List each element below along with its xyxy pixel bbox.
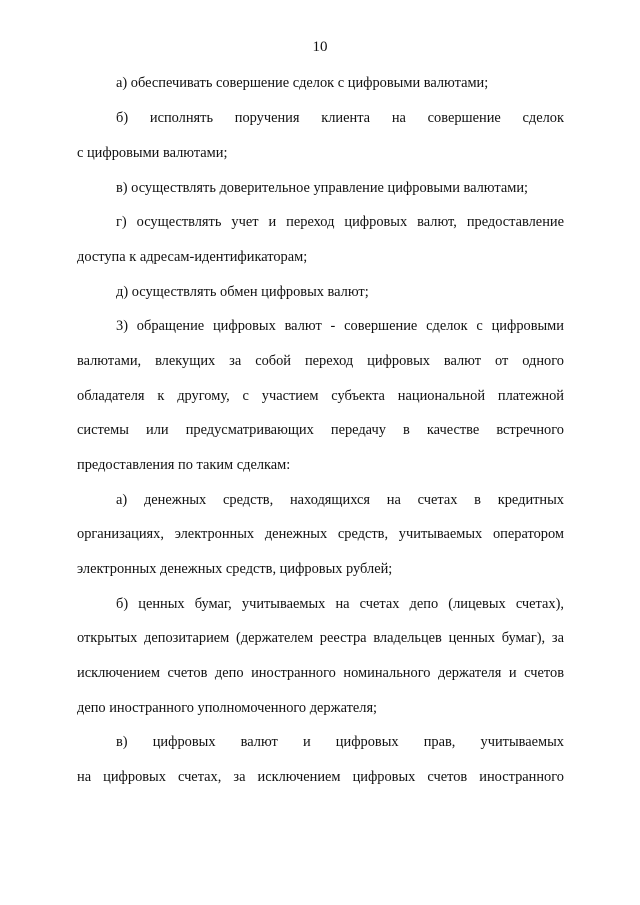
text-line-g-cont: доступа к адресам-идентификаторам; [77, 249, 308, 265]
text-line-v-digital-cont: на цифровых счетах, за исключением цифровых счетов иностранного [77, 769, 564, 785]
text-line-a-funds: а) денежных средств, находящихся на счетах в кредитных [116, 492, 564, 508]
text-line-b-securities: б) ценных бумаг, учитываемых на счетах депо (лицевых счетах), [116, 596, 564, 612]
text-line-a-funds-cont-2: электронных денежных средств, цифровых рублей; [77, 561, 393, 577]
text-line-b-execute: б) исполнять поручения клиента на совершение сделок [116, 110, 564, 126]
text-line-g-record: г) осуществлять учет и переход цифровых валют, предоставление [116, 214, 564, 230]
text-line-a-ensure: а) обеспечивать совершение сделок с цифровыми валютами; [116, 75, 489, 91]
text-line-v-trust: в) осуществлять доверительное управление цифровыми валютами; [116, 180, 529, 196]
text-line-b-cont: с цифровыми валютами; [77, 145, 228, 161]
text-line-b-securities-cont-3: депо иностранного уполномоченного держателя; [77, 700, 378, 716]
text-line-a-funds-cont-1: организациях, электронных денежных средств, учитываемых оператором [77, 526, 564, 542]
text-line-d-exchange: д) осуществлять обмен цифровых валют; [116, 284, 369, 300]
text-line-b-securities-cont-1: открытых депозитарием (держателем реестра владельцев ценных бумаг), за [77, 630, 564, 646]
text-line-3-cont-3: системы или предусматривающих передачу в качестве встречного [77, 422, 564, 438]
text-line-b-securities-cont-2: исключением счетов депо иностранного номинального держателя и счетов [77, 665, 564, 681]
text-line-v-digital: в) цифровых валют и цифровых прав, учитываемых [116, 734, 564, 750]
text-line-3-circulation: 3) обращение цифровых валют - совершение сделок с цифровыми [116, 318, 564, 334]
text-line-3-cont-1: валютами, влекущих за собой переход цифровых валют от одного [77, 353, 564, 369]
text-line-3-cont-4: предоставления по таким сделкам: [77, 457, 291, 473]
text-line-3-cont-2: обладателя к другому, с участием субъекта национальной платежной [77, 388, 564, 404]
page-number: 10 [312, 39, 328, 55]
